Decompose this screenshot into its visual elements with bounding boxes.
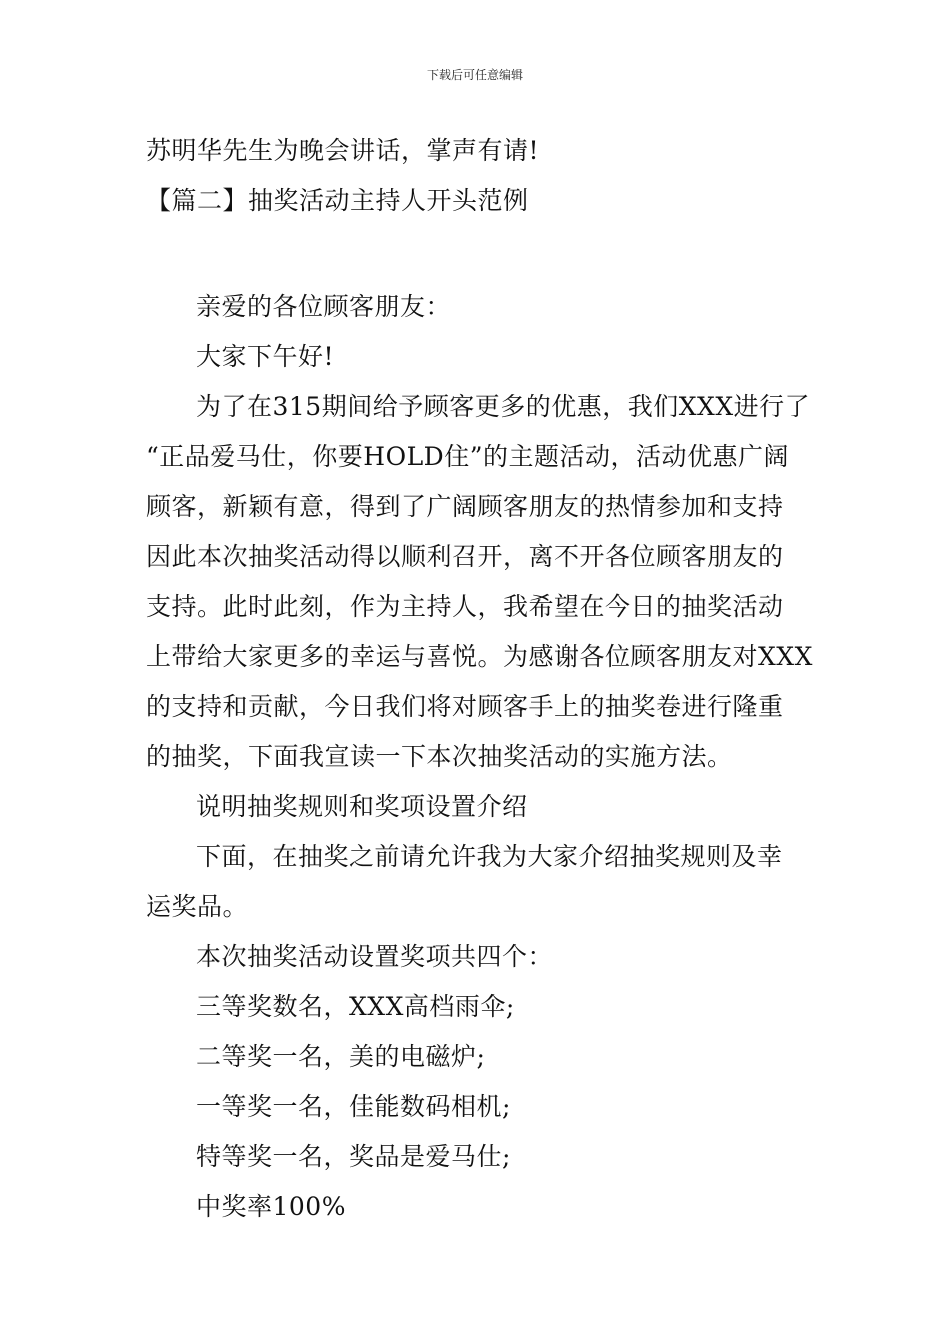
paragraph-line: 运奖品。 (146, 892, 249, 921)
spacer (146, 226, 816, 282)
paragraph-line: 的支持和贡献，今日我们将对顾客手上的抽奖卷进行隆重 (146, 692, 784, 721)
win-rate: 中奖率100% (196, 1192, 346, 1221)
subheading: 说明抽奖规则和奖项设置介绍 (196, 792, 528, 821)
prize-item: 特等奖一名，奖品是爱马仕; (196, 1142, 511, 1171)
text-line: 苏明华先生为晚会讲话，掌声有请! (146, 136, 540, 165)
paragraph-line: 为了在315期间给予顾客更多的优惠，我们XXX进行了 (196, 392, 811, 421)
paragraph-line: 下面，在抽奖之前请允许我为大家介绍抽奖规则及幸 (196, 842, 783, 871)
paragraph-line: 的抽奖，下面我宣读一下本次抽奖活动的实施方法。 (146, 742, 733, 771)
greeting: 大家下午好! (196, 342, 335, 371)
paragraph-line: 顾客，新颖有意，得到了广阔顾客朋友的热情参加和支持 (146, 492, 784, 521)
prize-intro: 本次抽奖活动设置奖项共四个： (196, 942, 554, 971)
salutation: 亲爱的各位顾客朋友： (196, 292, 452, 321)
section-heading: 【篇二】抽奖活动主持人开头范例 (146, 186, 529, 215)
document-body (146, 126, 816, 1232)
paragraph-line: 上带给大家更多的幸运与喜悦。为感谢各位顾客朋友对XXX (146, 642, 813, 671)
page-header: 下载后可任意编辑 (426, 68, 523, 82)
prize-item: 二等奖一名，美的电磁炉; (196, 1042, 486, 1071)
prize-item: 一等奖一名，佳能数码相机; (196, 1092, 511, 1121)
prize-item: 三等奖数名，XXX高档雨伞; (196, 992, 515, 1021)
paragraph-line: 支持。此时此刻，作为主持人，我希望在今日的抽奖活动 (146, 592, 784, 621)
paragraph-line: “正品爱马仕，你要HOLD住”的主题活动，活动优惠广阔 (146, 442, 790, 471)
paragraph-line: 因此本次抽奖活动得以顺利召开，离不开各位顾客朋友的 (146, 542, 784, 571)
